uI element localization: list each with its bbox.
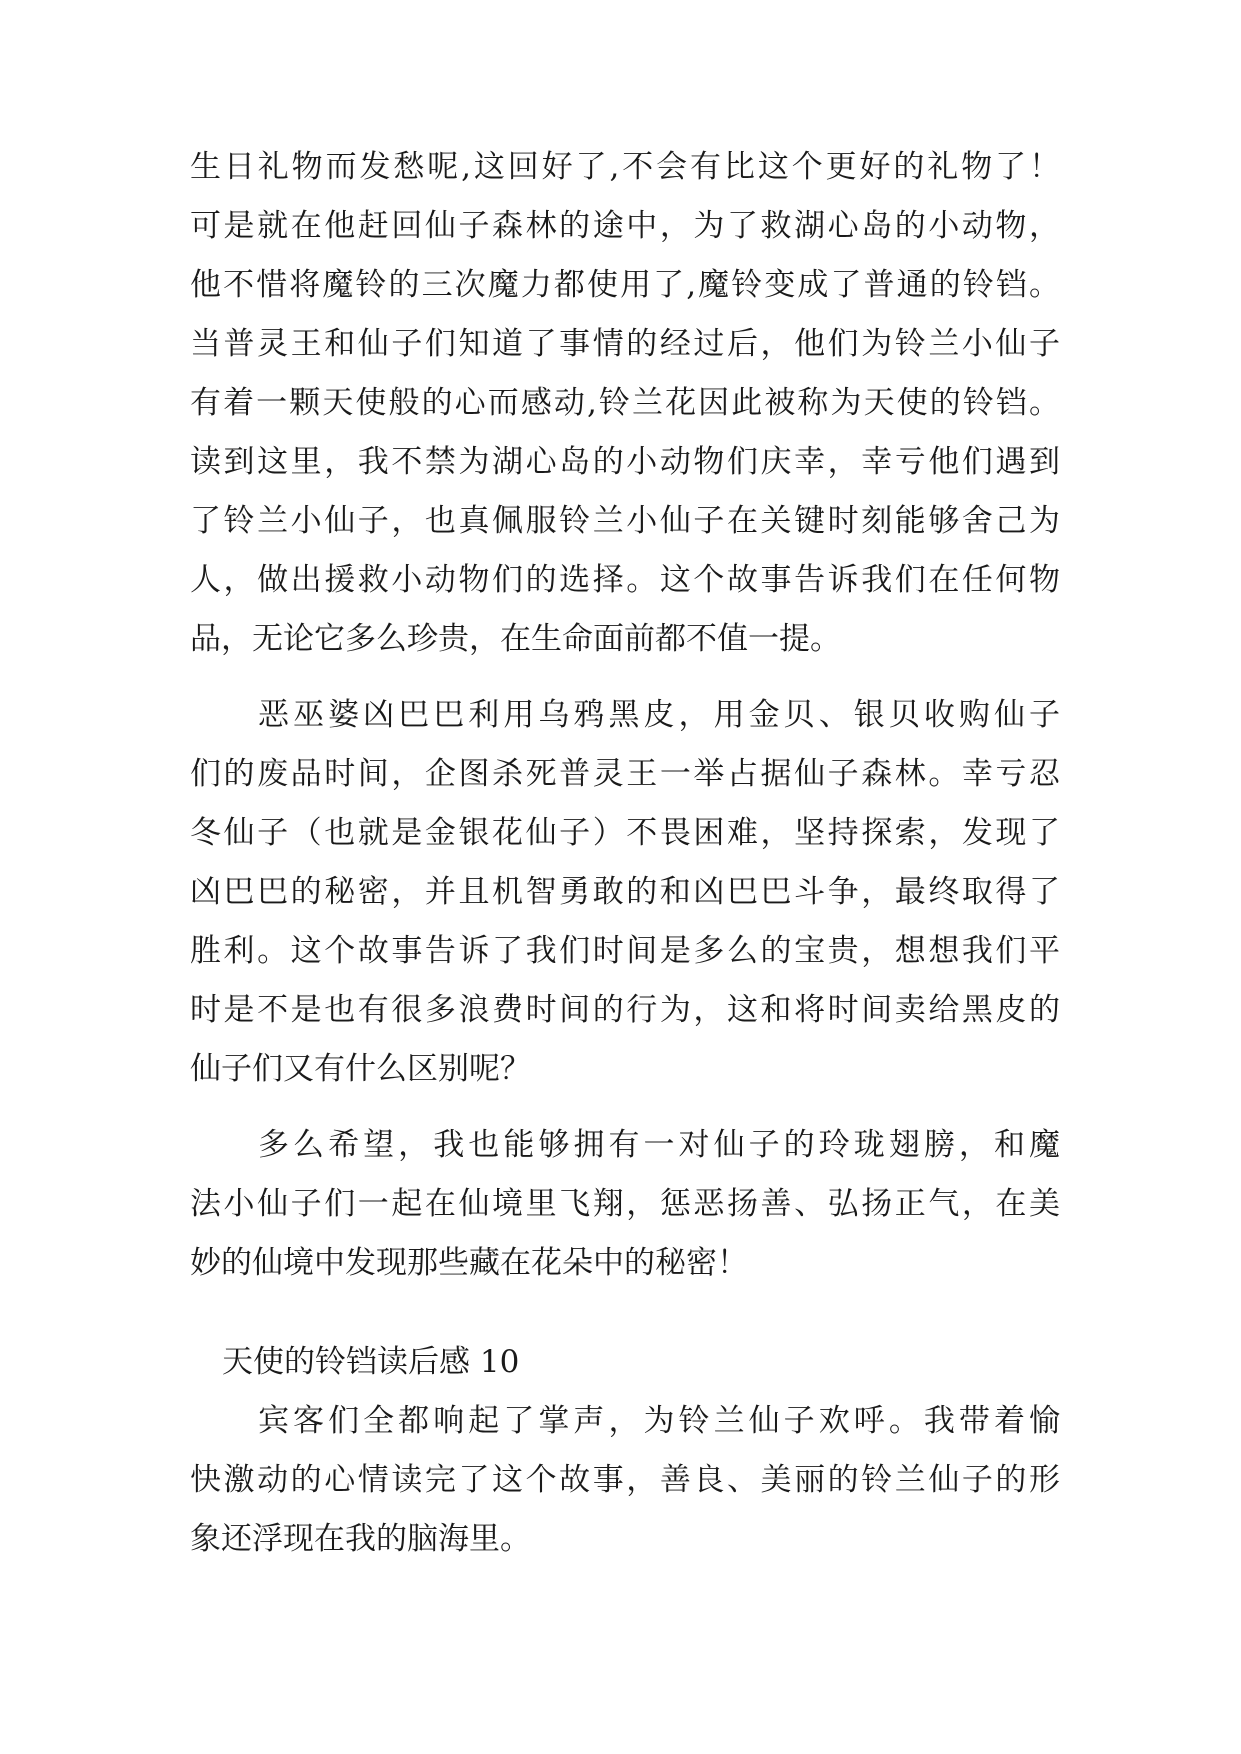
text-line: 多么希望，我也能够拥有一对仙子的玲珑翅膀，和魔 [258, 1127, 1060, 1163]
text-line: 法小仙子们一起在仙境里飞翔，惩恶扬善、弘扬正气，在美 [190, 1186, 1060, 1222]
text-line: 胜利。这个故事告诉了我们时间是多么的宝贵，想想我们平 [190, 933, 1060, 969]
text-line: 时是不是也有很多浪费时间的行为，这和将时间卖给黑皮的 [190, 992, 1060, 1028]
text-line: 冬仙子（也就是金银花仙子）不畏困难，坚持探索，发现了 [190, 815, 1060, 851]
text-line: 仙子们又有什么区别呢？ [190, 1051, 531, 1087]
text-line: 妙的仙境中发现那些藏在花朵中的秘密！ [190, 1245, 748, 1281]
text-line: 他不惜将魔铃的三次魔力都使用了,魔铃变成了普通的铃铛。 [190, 267, 1060, 303]
section-heading: 天使的铃铛读后感 10 [222, 1344, 520, 1380]
text-line: 宾客们全都响起了掌声，为铃兰仙子欢呼。我带着愉 [258, 1403, 1060, 1439]
text-line: 凶巴巴的秘密，并且机智勇敢的和凶巴巴斗争，最终取得了 [190, 874, 1060, 910]
text-line: 生日礼物而发愁呢,这回好了,不会有比这个更好的礼物了！ [190, 149, 1060, 185]
text-line: 人，做出援救小动物们的选择。这个故事告诉我们在任何物 [190, 562, 1060, 598]
text-line: 象还浮现在我的脑海里。 [190, 1521, 531, 1557]
text-line: 了铃兰小仙子，也真佩服铃兰小仙子在关键时刻能够舍己为 [190, 503, 1060, 539]
text-line: 读到这里，我不禁为湖心岛的小动物们庆幸，幸亏他们遇到 [190, 444, 1060, 480]
text-line: 当普灵王和仙子们知道了事情的经过后，他们为铃兰小仙子 [190, 326, 1060, 362]
text-line: 可是就在他赶回仙子森林的途中，为了救湖心岛的小动物， [190, 208, 1060, 244]
text-line: 有着一颗天使般的心而感动,铃兰花因此被称为天使的铃铛。 [190, 385, 1060, 421]
text-line: 恶巫婆凶巴巴利用乌鸦黑皮，用金贝、银贝收购仙子 [258, 697, 1060, 733]
text-line: 品，无论它多么珍贵，在生命面前都不值一提。 [190, 621, 841, 657]
text-line: 快激动的心情读完了这个故事，善良、美丽的铃兰仙子的形 [190, 1462, 1060, 1498]
text-line: 们的废品时间，企图杀死普灵王一举占据仙子森林。幸亏忍 [190, 756, 1060, 792]
